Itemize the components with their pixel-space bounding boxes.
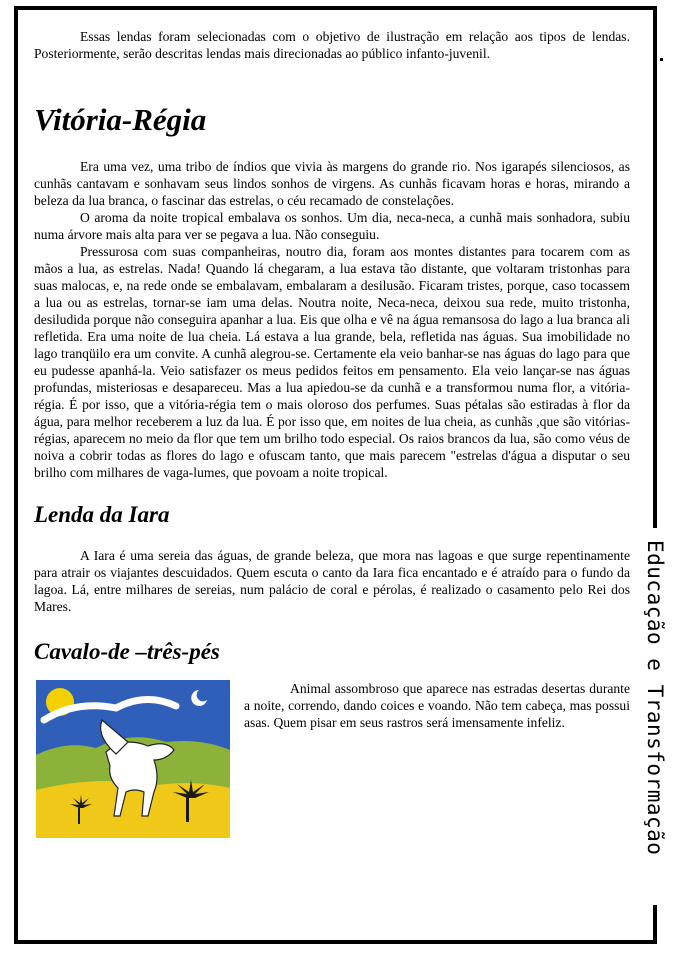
vitoria-paragraph-1: Era uma vez, uma tribo de índios que vivia às margens do grande rio. Nos igarapés silenciosos, as cunhãs cantavam e sonhavam seus lindos sonhos de virgens. As cunhãs ficavam horas e horas, mirando a beleza da lua branca, o fascinar das estrelas, o céu recamado de constelações. [34,159,630,208]
cavalo-title: Cavalo-de –três-pés [34,639,220,664]
page-border-right-lower [653,905,657,944]
iara-title: Lenda da Iara [34,502,170,527]
side-label: Educação e Transformação [643,540,667,856]
iara-paragraph: A Iara é uma sereia das águas, de grande beleza, que mora nas lagoas e que surge repentinamente para atrair os viajantes descuidados. Quem escuta o canto da Iara fica encantado e é atraído para o fundo da lagoa. Lá, entre milhares de sereias, num palácio de coral e pérolas, é realizado o casamento pelo Rei dos Mares. [34,548,630,614]
border-mark [660,58,663,61]
page-border-left [14,6,18,944]
vitoria-regia-title: Vitória-Régia [34,102,207,137]
page-border-bottom [14,940,657,944]
page-border-right-upper [653,6,657,528]
page-content [34,28,630,840]
intro-paragraph: Essas lendas foram selecionadas com o objetivo de ilustração em relação aos tipos de lendas. Posteriormente, serão descritas lendas mais direcionadas ao público infanto-juvenil. [34,29,630,61]
vitoria-paragraph-3: Pressurosa com suas companheiras, noutro dia, foram aos montes distantes para tocarem com as mãos a lua, as estrelas. Nada! Quando lá chegaram, a lua estava tão distante, que voltaram tristonhas para suas malocas, e, na rede onde se embalavam, embalaram a desilusão. Ficaram tristes, porque, caso tocassem a lua ou as estrelas, tornar-se iam uma delas. Noutra noite, Neca-neca, deixou sua rede, muito tristonha, desiludida porque não conseguira apanhar a lua. Eis que olha e vê na água remansosa do lago a lua branca ali refletida. Era uma noite de lua cheia. Lá estava a lua grande, bela, refletida nas águas. Sua imobilidade no lago tranqüilo era um convite. A cunhã alegrou-se. Certamente ela veio banhar-se nas águas do lago para que eu pudesse apanhá-la. Veio satisfazer os meus pedidos feitos em pensamento. Ela veio lançar-se nas águas profundas, misteriosas e desapareceu. Mas a lua apiedou-se da cunhã e a transformou numa flor, a vitória-régia. É por isso, que a vitória-régia tem o mais oloroso dos perfumes. Suas pétalas são estiradas à flor da água, para melhor receberem a luz da lua. É por isso que, em noites de lua cheia, as cunhãs ,que são vitórias-régias, aparecem no meio da flor que tem um brilho todo especial. Os raios brancos da lua, são como véus de noiva a cobrir todas as flores do lago e ofuscam tanto, que mais parecem "estrelas d'água a disputar o seu brilho com milhares de vaga-lumes, que povoam a noite tropical. [34,244,630,480]
cavalo-section [34,680,630,840]
cavalo-text-block [244,680,630,731]
cavalo-illustration [36,680,230,838]
cavalo-paragraph: Animal assombroso que aparece nas estradas desertas durante a noite, correndo, dando coices e voando. Não tem cabeça, mas possui asas. Quem pisar em seus rastros será imensamente infeliz. [244,681,630,730]
vitoria-paragraph-2: O aroma da noite tropical embalava os sonhos. Um dia, neca-neca, a cunhã mais sonhadora, subiu numa árvore mais alta para ver se pegava a lua. Não conseguiu. [34,210,630,242]
page-border-top [14,6,657,10]
